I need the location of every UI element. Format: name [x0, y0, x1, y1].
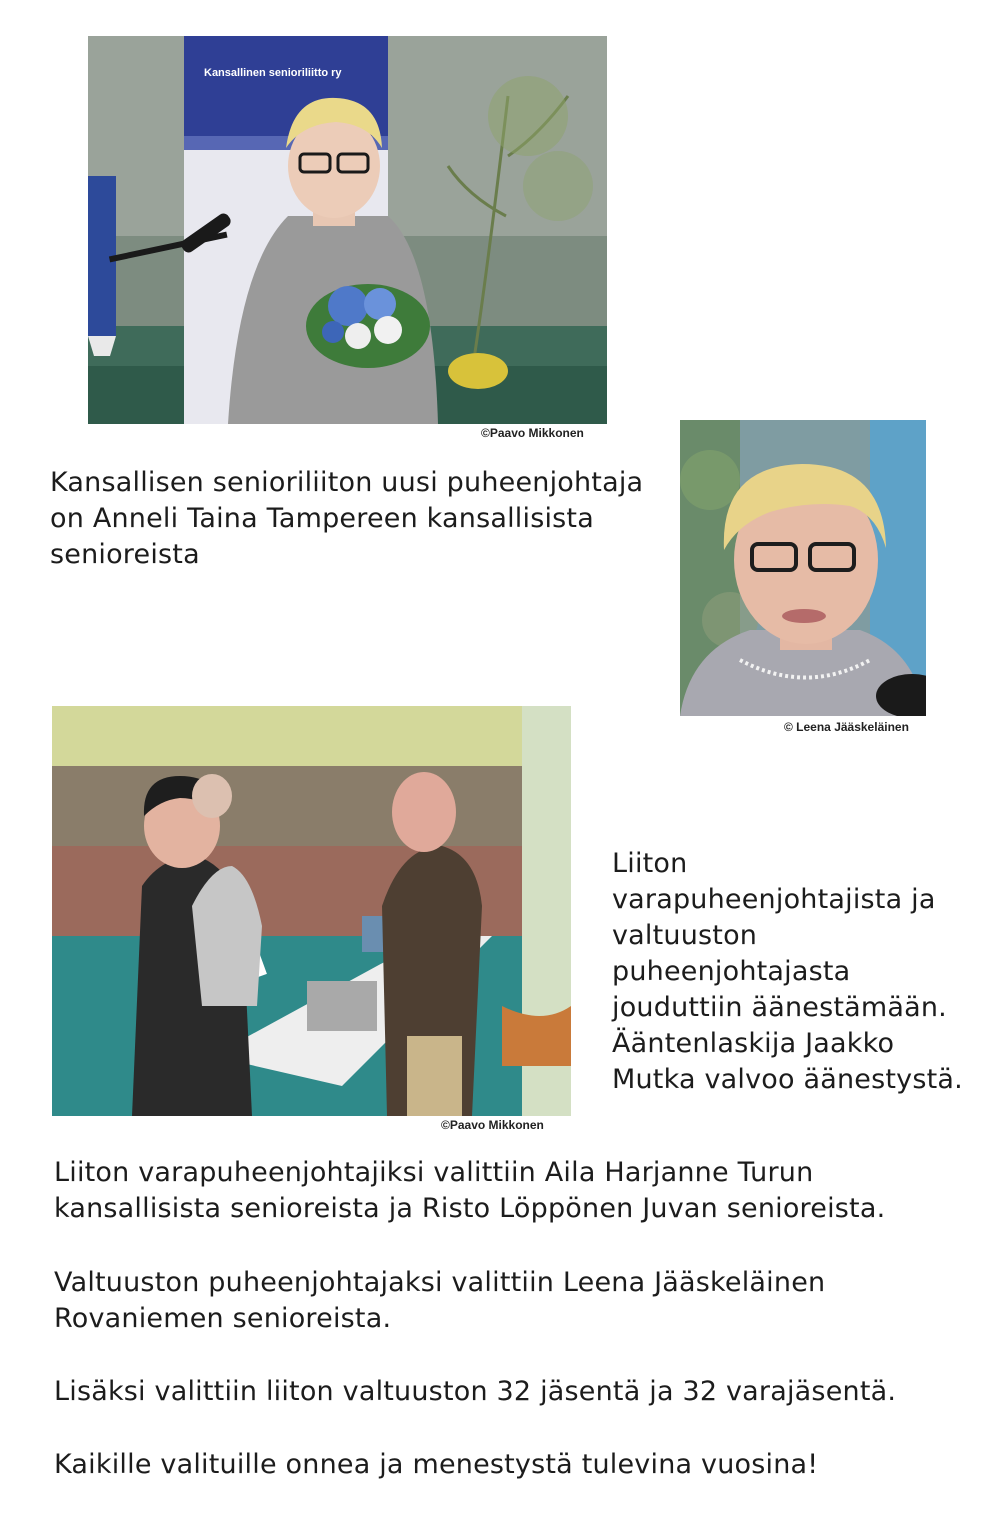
new-chair-paragraph [50, 465, 643, 573]
voting-photo [52, 706, 571, 1116]
text-line: Valtuuston puheenjohtajaksi valittiin Leena Jääskeläinen [54, 1267, 826, 1298]
text-line: Kaikille valituille onnea ja menestystä tulevina vuosina! [54, 1449, 819, 1480]
voting-photo-image [52, 706, 571, 1116]
wishes-paragraph [54, 1447, 818, 1483]
portrait-photo [680, 420, 926, 716]
text-line: senioreista [50, 539, 200, 570]
speaker-photo-image [88, 36, 607, 424]
text-line: jouduttiin äänestämään. [612, 992, 947, 1023]
text-line: on Anneli Taina Tampereen kansallisista [50, 503, 594, 534]
speaker-photo-credit: ©Paavo Mikkonen [481, 426, 584, 440]
text-line: Kansallisen senioriliiton uusi puheenjohtaja [50, 467, 644, 498]
text-line: Lisäksi valittiin liiton valtuuston 32 jäsentä ja 32 varajäsentä. [54, 1376, 897, 1407]
members-paragraph [54, 1374, 896, 1410]
text-line: puheenjohtajasta [612, 956, 851, 987]
text-line: kansallisista senioreista ja Risto Löppönen Juvan senioreista. [54, 1193, 886, 1224]
text-line: Ääntenlaskija Jaakko [612, 1028, 895, 1059]
speaker-photo [88, 36, 607, 424]
voting-photo-credit: ©Paavo Mikkonen [441, 1118, 544, 1132]
text-line: valtuuston [612, 920, 758, 951]
portrait-photo-credit: © Leena Jääskeläinen [784, 720, 909, 734]
banner-text: Kansallinen senioriliitto ry [204, 67, 342, 79]
voting-caption-paragraph [612, 846, 963, 1098]
portrait-photo-image [680, 420, 926, 716]
vice-chairs-paragraph [54, 1155, 885, 1227]
text-line: Liiton [612, 848, 688, 879]
text-line: varapuheenjohtajista ja [612, 884, 936, 915]
council-chair-paragraph [54, 1265, 825, 1337]
text-line: Liiton varapuheenjohtajiksi valittiin Aila Harjanne Turun [54, 1157, 814, 1188]
text-line: Rovaniemen senioreista. [54, 1303, 392, 1334]
text-line: Mutka valvoo äänestystä. [612, 1064, 963, 1095]
